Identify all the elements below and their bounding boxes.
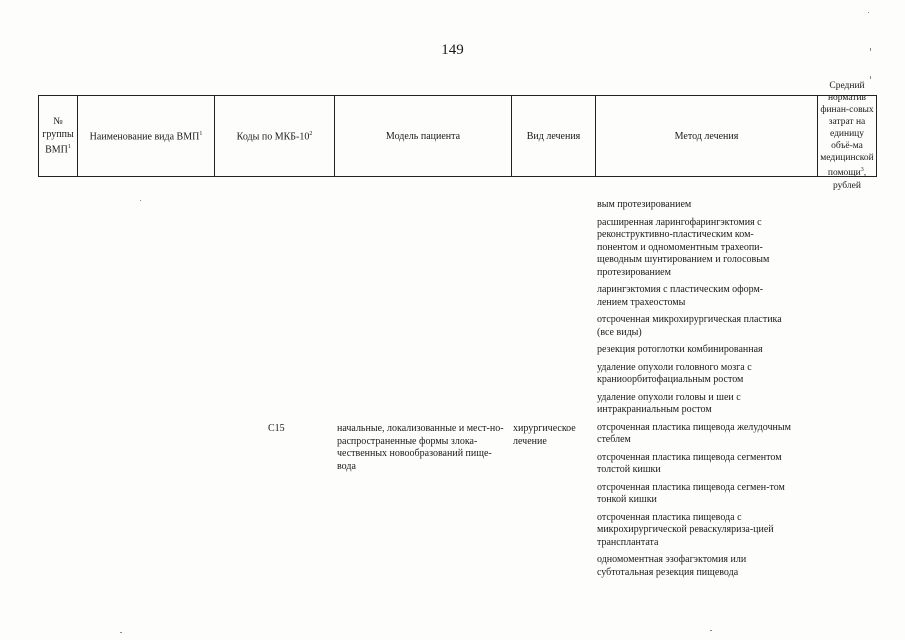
treatment-methods-list (597, 199, 793, 584)
header-treatment-type: Вид лечения (512, 96, 596, 176)
header-cost: Средний норматив финан-совых затрат на единицу объё-ма медицинской помощи$^3$, рублей (820, 81, 874, 191)
scan-speck (710, 630, 712, 631)
method-item: отсроченная пластика пищевода с микрохирургической реваскуляриза-цией трансплантата (597, 511, 774, 548)
method-item: вым протезированием (597, 199, 692, 210)
scan-speck (120, 632, 122, 633)
header-group-no: № группы ВМП$^1$ (39, 96, 78, 176)
method-item: удаление опухоли головы и шеи с интракраниальным ростом (597, 391, 741, 415)
header-patient-model: Модель пациента (335, 96, 512, 176)
method-item: резекция ротоглотки комбинированная (597, 344, 763, 355)
method-item: расширенная ларингофарингэктомия с реконструктивно-пластическим ком-понентом и одномоментным трахеопи-щеводным шунтированием и голосовым протезированием (597, 216, 770, 278)
method-item: отсроченная микрохирургическая пластика (все виды) (597, 314, 782, 338)
method-item: отсроченная пластика пищевода желудочным стеблем (597, 421, 791, 445)
header-treatment-method: Метод лечения (596, 96, 818, 176)
header-vmp-name: Наименование вида ВМП$^1$ (78, 96, 215, 176)
method-item: отсроченная пластика пищевода сегмен-том тонкой кишки (597, 481, 785, 505)
method-item: удаление опухоли головного мозга с краниоорбитофациальным ростом (597, 361, 752, 385)
scan-speck (870, 48, 871, 51)
method-item: ларингэктомия с пластическим оформ-лением трахеостомы (597, 284, 764, 308)
treatment-type-cell: хирургическое лечение (513, 423, 576, 447)
scan-speck (870, 76, 871, 79)
header-icd-codes: Коды по МКБ-$10^2$ (215, 96, 335, 176)
page-number: 149 (441, 42, 464, 58)
scan-speck (140, 200, 141, 201)
method-item: отсроченная пластика пищевода сегментом толстой кишки (597, 451, 782, 475)
scan-speck (868, 12, 869, 13)
icd-code-cell: C15 (268, 423, 285, 434)
patient-model-cell: начальные, локализованные и мест-нораспространенные формы злока-чественных новообразований пище-вода (337, 423, 504, 472)
method-item: одномоментная эзофагэктомия или субтотальная резекция пищевода (597, 554, 747, 578)
table-header (38, 81, 877, 191)
